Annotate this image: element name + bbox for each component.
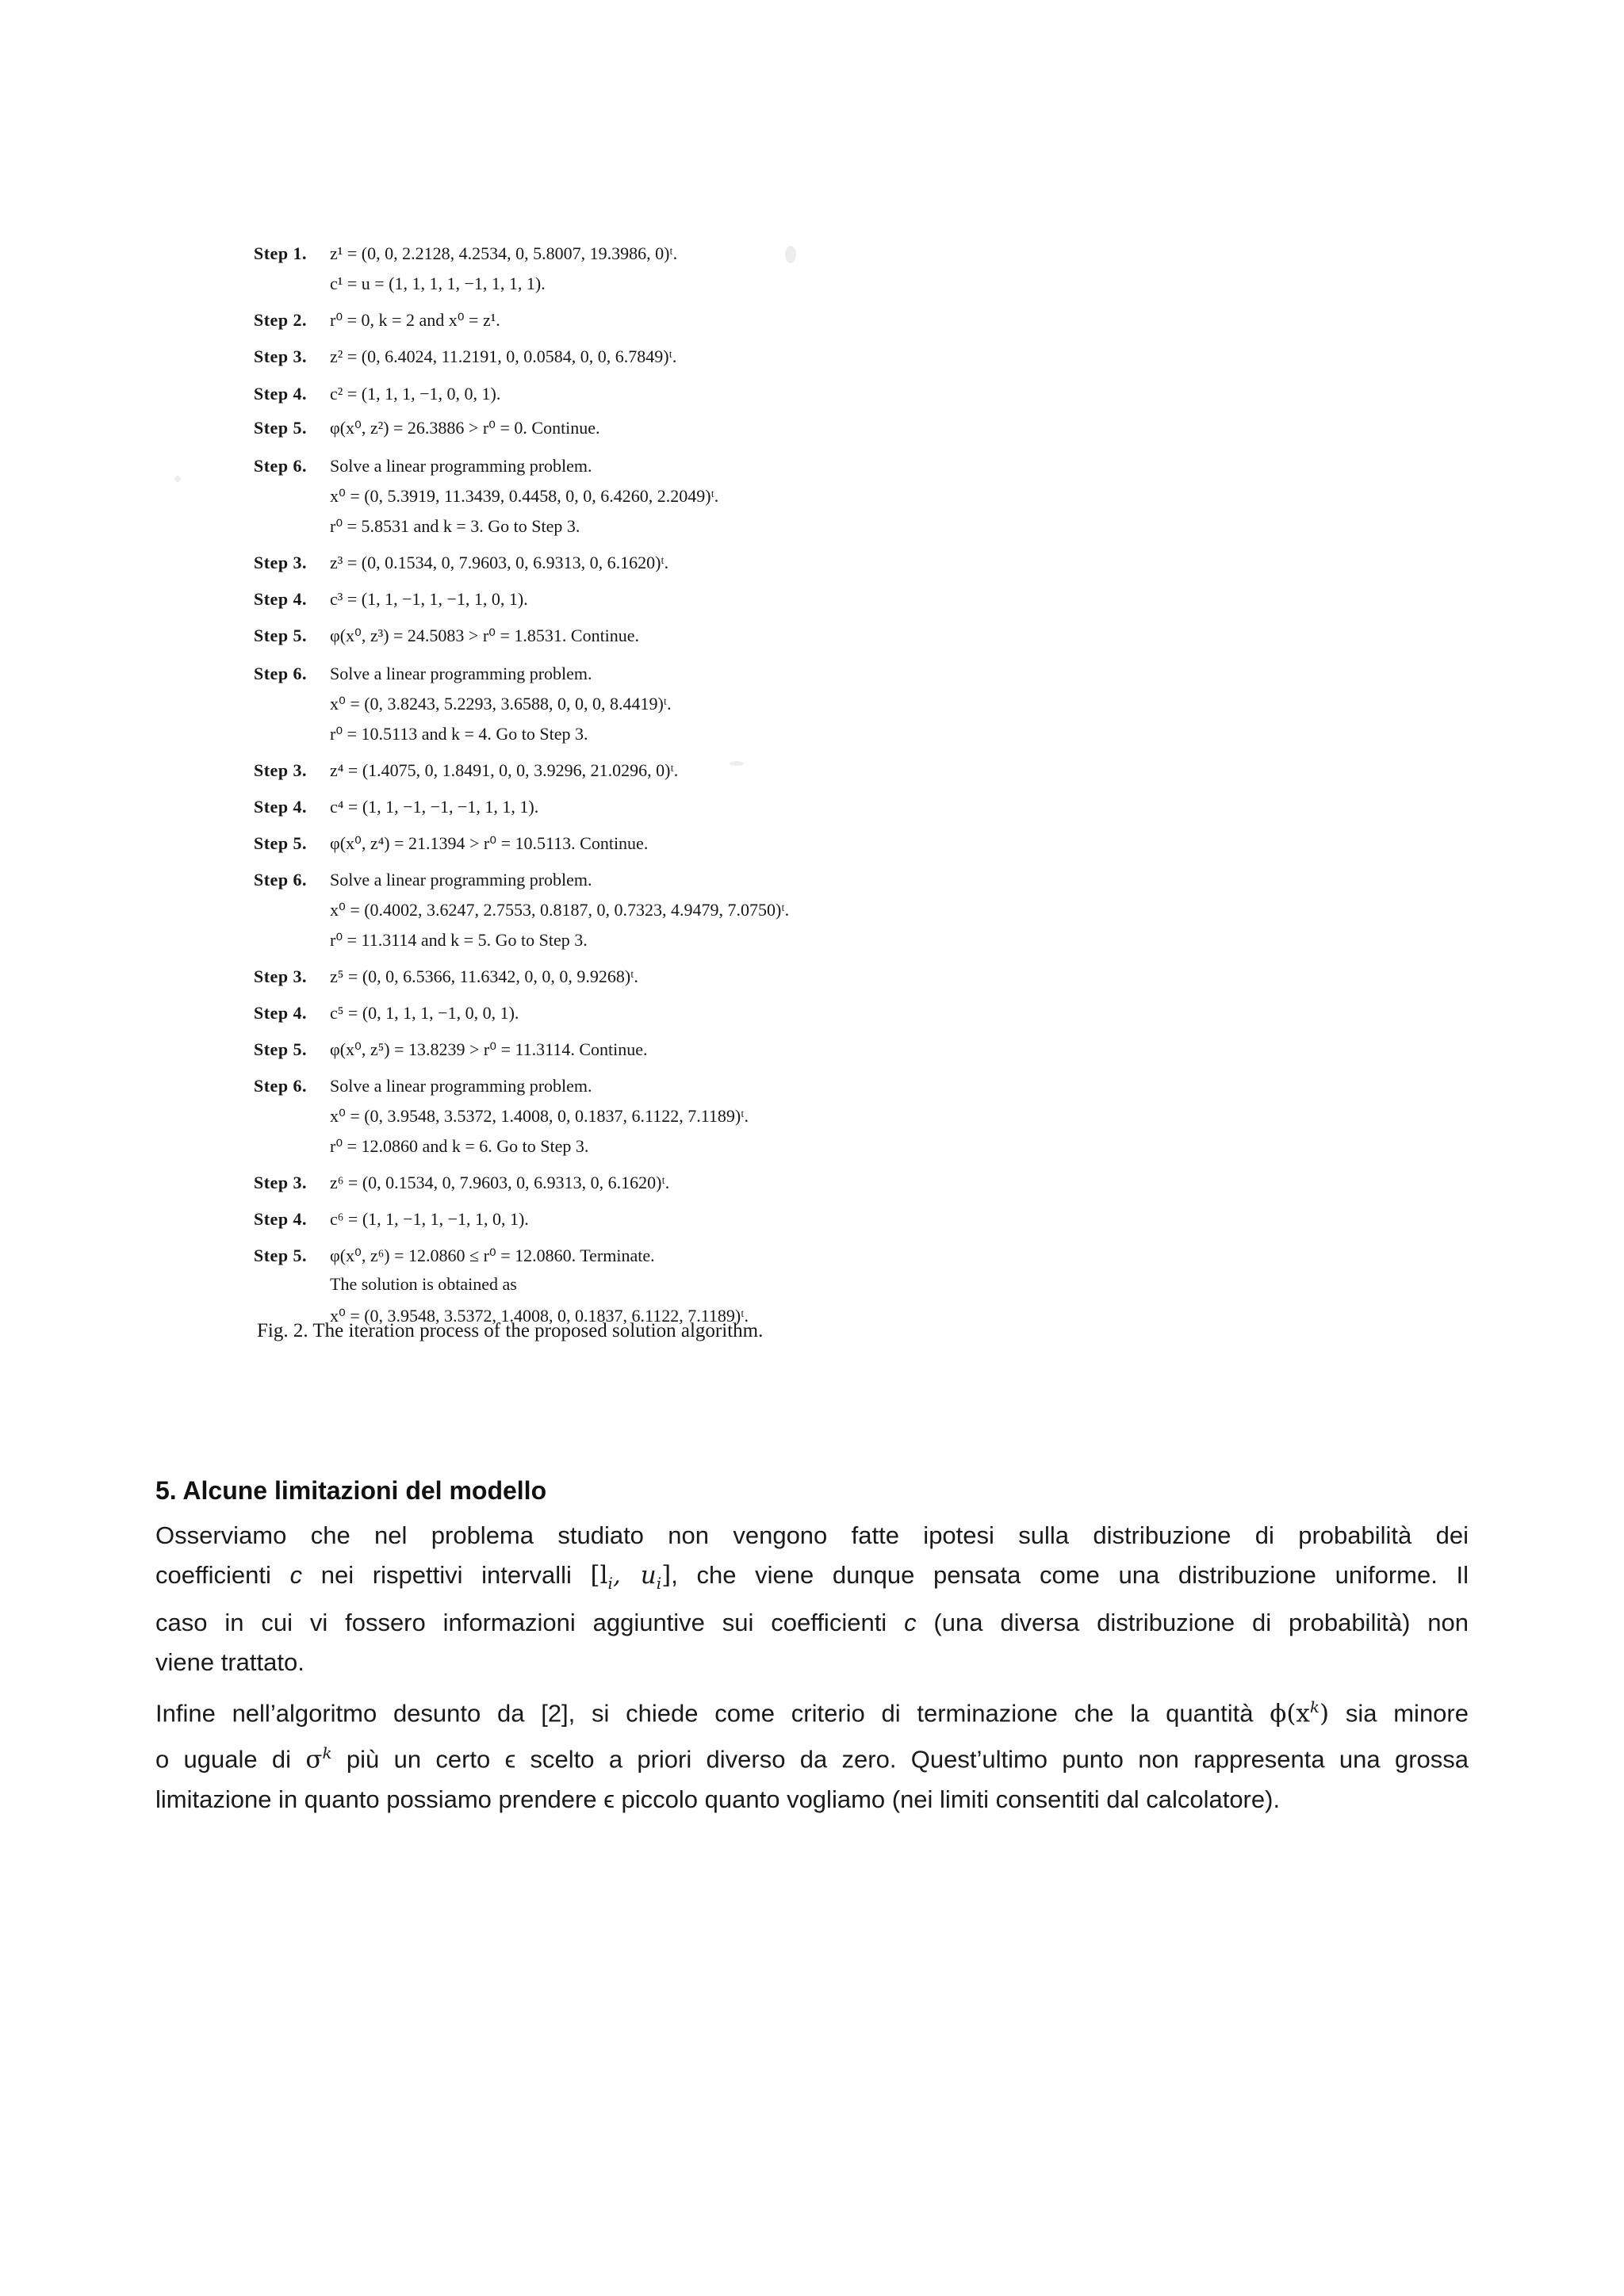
- step-text: φ(x⁰, z²) = 26.3886 > r⁰ = 0. Continue.: [330, 418, 600, 438]
- math-expression: ): [1320, 1699, 1330, 1728]
- step-label: Step 6.: [254, 870, 308, 890]
- step-label: Step 1.: [254, 243, 308, 263]
- figure-line: [254, 791, 538, 823]
- figure-line: [254, 304, 500, 336]
- step-text: Solve a linear programming problem.: [330, 664, 592, 683]
- math-expression: ϕ(x: [1270, 1699, 1310, 1728]
- step-text: Solve a linear programming problem.: [330, 456, 592, 476]
- step-text: x⁰ = (0.4002, 3.6247, 2.7553, 0.8187, 0, 0.7323, 4.9479, 7.0750)ᵗ.: [330, 900, 790, 920]
- math-superscript: k: [1309, 1697, 1320, 1716]
- step-label: Step 2.: [254, 310, 308, 330]
- text-run: coefficienti: [155, 1561, 290, 1589]
- figure-line: [254, 1034, 648, 1066]
- step-label: Step 6.: [254, 1076, 308, 1096]
- figure-line: [254, 1131, 588, 1162]
- step-text: x⁰ = (0, 3.9548, 3.5372, 1.4008, 0, 0.1837, 6.1122, 7.1189)ᵗ.: [330, 1306, 749, 1326]
- math-expression: ]: [661, 1561, 672, 1590]
- step-text: z⁶ = (0, 0.1534, 0, 7.9603, 0, 6.9313, 0, 6.1620)ᵗ.: [330, 1173, 670, 1192]
- math-variable: c: [289, 1561, 303, 1589]
- figure-line: [254, 755, 678, 786]
- step-text: Solve a linear programming problem.: [330, 1076, 592, 1096]
- math-subscript: i: [656, 1574, 662, 1594]
- math-expression: , u: [612, 1561, 657, 1590]
- figure-line: [254, 961, 638, 993]
- text-run: (una diversa distribuzione di probabilità) non: [916, 1609, 1469, 1637]
- paragraph-2: [155, 1687, 1469, 1820]
- step-text: φ(x⁰, z³) = 24.5083 > r⁰ = 1.8531. Continue.: [330, 626, 640, 645]
- step-text: x⁰ = (0, 3.8243, 5.2293, 3.6588, 0, 0, 0, 8.4419)ᵗ.: [330, 694, 672, 714]
- step-text: c¹ = u = (1, 1, 1, 1, −1, 1, 1, 1).: [330, 274, 546, 293]
- step-text: r⁰ = 12.0860 and k = 6. Go to Step 3.: [330, 1136, 589, 1156]
- step-label: Step 6.: [254, 456, 308, 476]
- paragraph-line: limitazione in quanto possiamo prendere ϵ piccolo quanto vogliamo (nei limiti consentiti dal calcolatore).: [155, 1785, 1281, 1813]
- math-expression: [l: [590, 1561, 608, 1590]
- step-label: Step 5.: [254, 1039, 308, 1059]
- step-label: Step 4.: [254, 384, 308, 404]
- math-expression: σ: [305, 1745, 323, 1774]
- step-label: Step 5.: [254, 1246, 308, 1265]
- step-text: r⁰ = 0, k = 2 and x⁰ = z¹.: [330, 310, 500, 330]
- step-text: c⁴ = (1, 1, −1, −1, −1, 1, 1, 1).: [330, 797, 539, 817]
- figure-line: [254, 412, 600, 444]
- scan-speck: [174, 476, 181, 482]
- figure-line: [254, 1203, 529, 1235]
- figure-line: [254, 238, 677, 270]
- figure-line: [254, 1240, 655, 1272]
- math-subscript: i: [607, 1574, 613, 1594]
- section-title: 5. Alcune limitazioni del modello: [155, 1476, 547, 1505]
- math-variable: c: [904, 1609, 917, 1637]
- scanned-figure: [238, 238, 1031, 1364]
- step-text: c⁶ = (1, 1, −1, 1, −1, 1, 0, 1).: [330, 1209, 529, 1229]
- figure-line: [254, 1100, 749, 1132]
- figure-line: [254, 341, 676, 373]
- step-label: Step 4.: [254, 589, 308, 609]
- figure-line: [254, 997, 519, 1029]
- figure-line: [254, 584, 528, 615]
- step-text: r⁰ = 10.5113 and k = 4. Go to Step 3.: [330, 724, 588, 744]
- figure-line: [254, 894, 789, 926]
- figure-line: [254, 378, 500, 410]
- figure-line: [254, 658, 592, 690]
- step-label: Step 4.: [254, 797, 308, 817]
- figure-line: [254, 480, 718, 512]
- step-label: Step 6.: [254, 664, 308, 683]
- paragraph-line: [155, 1687, 1469, 1733]
- step-text: x⁰ = (0, 3.9548, 3.5372, 1.4008, 0, 0.1837, 6.1122, 7.1189)ᵗ.: [330, 1106, 749, 1126]
- step-text: The solution is obtained as: [330, 1274, 517, 1294]
- figure-caption: Fig. 2. The iteration process of the proposed solution algorithm.: [257, 1320, 764, 1341]
- step-label: Step 5.: [254, 626, 308, 645]
- text-run: più un certo ϵ scelto a priori diverso da zero. Quest’ultimo punto non rappresenta una grossa: [331, 1745, 1469, 1774]
- paragraph-line: [155, 1603, 1469, 1643]
- step-text: φ(x⁰, z⁴) = 21.1394 > r⁰ = 10.5113. Continue.: [330, 833, 649, 853]
- step-text: φ(x⁰, z⁵) = 13.8239 > r⁰ = 11.3114. Continue.: [330, 1039, 648, 1059]
- figure-line: [254, 620, 639, 652]
- text-run: caso in cui vi fossero informazioni aggiuntive sui coefficienti: [155, 1609, 905, 1637]
- step-label: Step 3.: [254, 760, 308, 780]
- figure-line: [254, 1070, 592, 1102]
- text-run: Infine nell’algoritmo desunto da [2], si chiede come criterio di terminazione che la quantità: [155, 1699, 1270, 1728]
- text-run: sia minore: [1329, 1699, 1469, 1728]
- figure-line: [254, 688, 672, 720]
- step-text: x⁰ = (0, 5.3919, 11.3439, 0.4458, 0, 0, 6.4260, 2.2049)ᵗ.: [330, 486, 719, 506]
- figure-line: [254, 1269, 517, 1300]
- step-label: Step 4.: [254, 1003, 308, 1023]
- figure-line: [254, 268, 546, 300]
- step-label: Step 3.: [254, 966, 308, 986]
- step-text: r⁰ = 5.8531 and k = 3. Go to Step 3.: [330, 516, 580, 536]
- paragraph-line: viene trattato.: [155, 1648, 304, 1677]
- text-run: o uguale di: [155, 1745, 306, 1774]
- step-text: z⁵ = (0, 0, 6.5366, 11.6342, 0, 0, 0, 9.9268)ᵗ.: [330, 966, 638, 986]
- step-text: Solve a linear programming problem.: [330, 870, 592, 890]
- step-text: c⁵ = (0, 1, 1, 1, −1, 0, 0, 1).: [330, 1003, 519, 1023]
- step-text: c³ = (1, 1, −1, 1, −1, 1, 0, 1).: [330, 589, 528, 609]
- step-text: φ(x⁰, z⁶) = 12.0860 ≤ r⁰ = 12.0860. Terminate.: [330, 1246, 655, 1265]
- figure-line: [254, 924, 588, 956]
- math-superscript: k: [322, 1743, 332, 1763]
- step-label: Step 3.: [254, 346, 308, 366]
- scan-speck: [785, 246, 796, 263]
- scan-speck: [730, 761, 744, 766]
- step-text: z³ = (0, 0.1534, 0, 7.9603, 0, 6.9313, 0, 6.1620)ᵗ.: [330, 553, 669, 572]
- step-text: r⁰ = 11.3114 and k = 5. Go to Step 3.: [330, 930, 588, 950]
- step-label: Step 3.: [254, 1173, 308, 1192]
- step-text: z¹ = (0, 0, 2.2128, 4.2534, 0, 5.8007, 19.3986, 0)ᵗ.: [330, 243, 678, 263]
- step-text: c² = (1, 1, 1, −1, 0, 0, 1).: [330, 384, 501, 404]
- paragraph-line: [155, 1556, 1469, 1603]
- figure-line: [254, 1167, 669, 1199]
- step-label: Step 5.: [254, 418, 308, 438]
- step-label: Step 3.: [254, 553, 308, 572]
- text-run: , che viene dunque pensata come una distribuzione uniforme. Il: [671, 1561, 1469, 1589]
- paragraph-line: Osserviamo che nel problema studiato non vengono fatte ipotesi sulla distribuzione di probabilità dei: [155, 1521, 1469, 1549]
- step-text: z⁴ = (1.4075, 0, 1.8491, 0, 0, 3.9296, 21.0296, 0)ᵗ.: [330, 760, 679, 780]
- step-label: Step 4.: [254, 1209, 308, 1229]
- text-run: nei rispettivi intervalli: [302, 1561, 591, 1589]
- figure-line: [254, 864, 592, 896]
- figure-line: [254, 828, 648, 859]
- figure-line: [254, 547, 668, 579]
- step-label: Step 5.: [254, 833, 308, 853]
- step-text: z² = (0, 6.4024, 11.2191, 0, 0.0584, 0, 0, 6.7849)ᵗ.: [330, 346, 677, 366]
- paragraph-line: [155, 1733, 1469, 1779]
- paragraph-1: [155, 1516, 1469, 1682]
- figure-line: [254, 511, 580, 542]
- figure-line: [254, 450, 592, 482]
- figure-line: [254, 718, 588, 750]
